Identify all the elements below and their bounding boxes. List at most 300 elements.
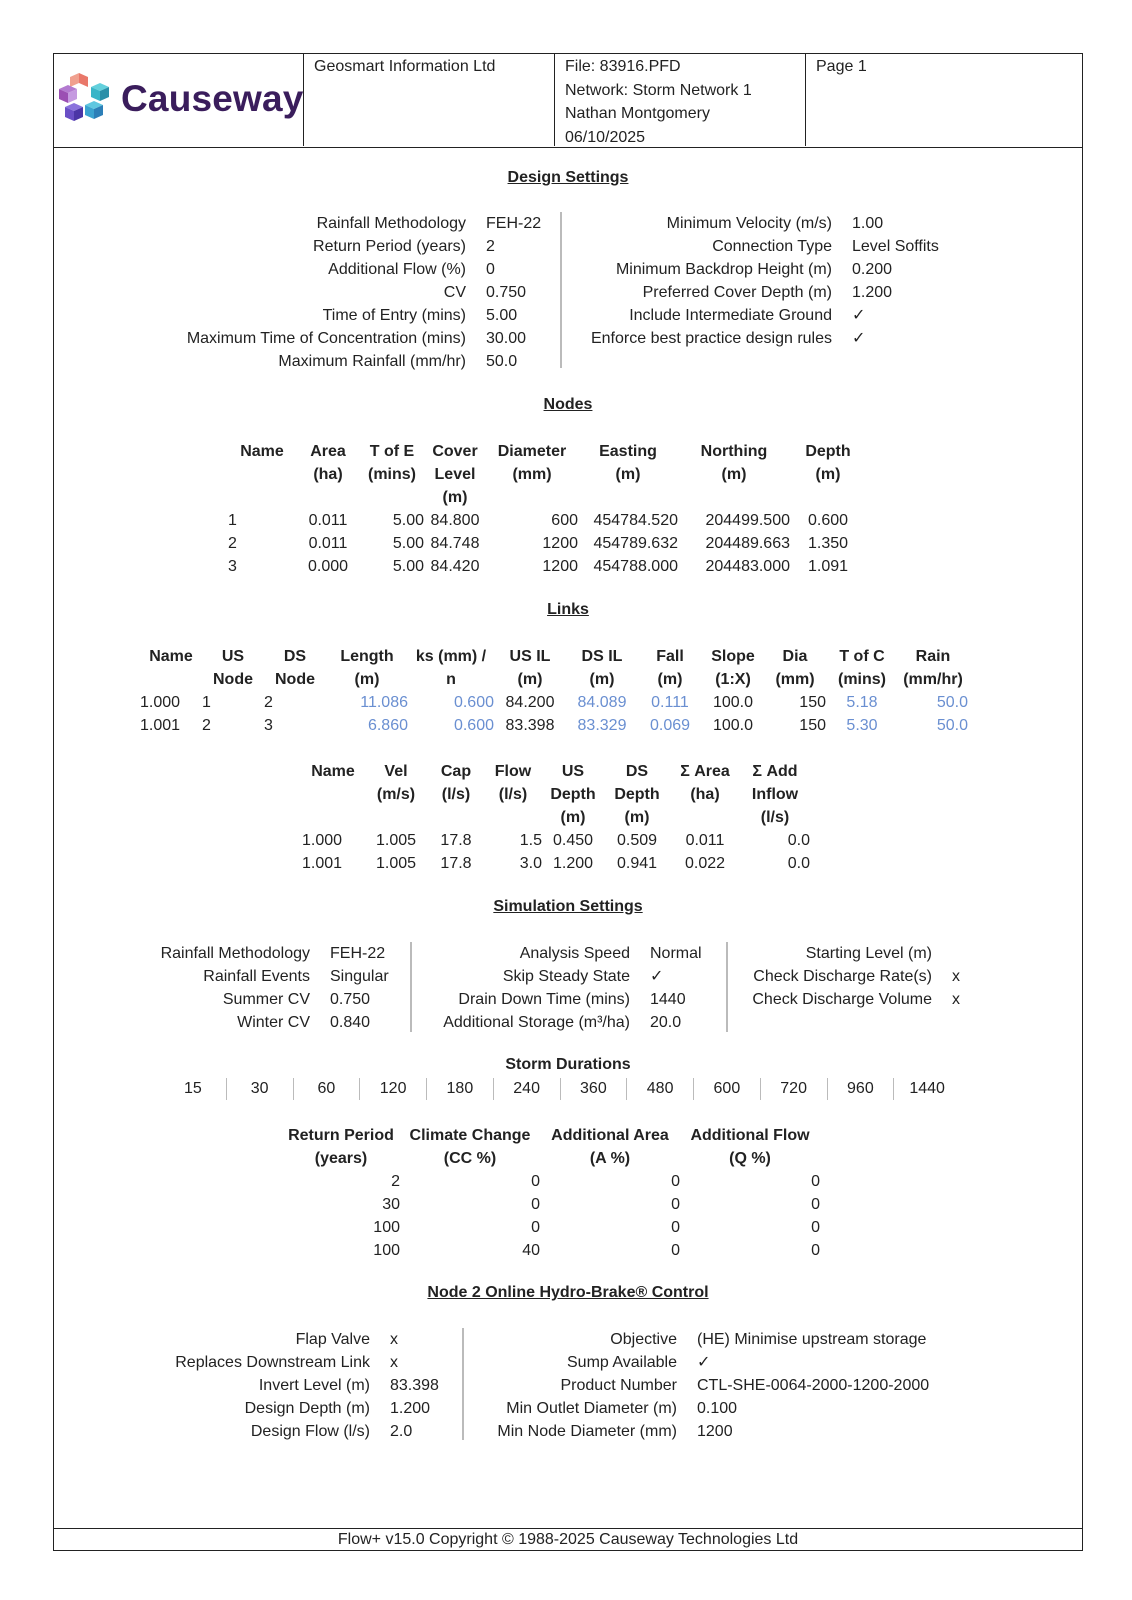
column-header bbox=[408, 645, 494, 691]
column-header-line: Rain bbox=[915, 648, 951, 665]
column-header-line: Name bbox=[311, 763, 355, 780]
table-cell: 0 bbox=[811, 1196, 820, 1213]
setting-value bbox=[952, 942, 972, 965]
column-header bbox=[428, 760, 484, 829]
links-results-header bbox=[302, 760, 810, 829]
setting-value: 30.00 bbox=[486, 330, 527, 347]
setting-row bbox=[160, 1420, 450, 1443]
table-cell: 3 bbox=[264, 717, 273, 734]
setting-row bbox=[100, 350, 546, 373]
table-cell: 17.8 bbox=[440, 855, 472, 872]
table-cell: 84.800 bbox=[430, 512, 480, 529]
column-header-line: Climate Change bbox=[409, 1127, 531, 1144]
setting-row bbox=[140, 1011, 400, 1034]
table-cell: 0.450 bbox=[552, 832, 594, 849]
column-header bbox=[604, 760, 670, 829]
setting-value: 20.0 bbox=[650, 1014, 682, 1031]
setting-value: x bbox=[390, 1331, 398, 1348]
setting-label: Analysis Speed bbox=[519, 945, 630, 962]
company-name: Geosmart Information Ltd bbox=[314, 58, 496, 75]
hydrobrake-title: Node 2 Online Hydro-Brake® Control bbox=[427, 1284, 709, 1301]
table-cell: 84.089 bbox=[577, 694, 627, 711]
setting-row bbox=[736, 988, 972, 1011]
node-row bbox=[228, 555, 866, 578]
column-header-line: Cap bbox=[440, 763, 472, 780]
table-cell: 30 bbox=[382, 1196, 400, 1213]
setting-row bbox=[474, 1397, 947, 1420]
column-header bbox=[578, 440, 678, 509]
setting-label: Drain Down Time (mins) bbox=[458, 991, 630, 1008]
node-row bbox=[228, 532, 866, 555]
setting-label: Check Discharge Volume bbox=[752, 991, 932, 1008]
column-header-line: T of C bbox=[839, 648, 885, 665]
column-header bbox=[360, 440, 424, 509]
column-header-line: (m) bbox=[589, 671, 615, 688]
setting-label: Objective bbox=[610, 1331, 677, 1348]
column-header bbox=[702, 645, 764, 691]
link-result-row bbox=[302, 852, 810, 875]
setting-value: ✓ bbox=[697, 1354, 711, 1371]
nodes-header-row bbox=[228, 440, 866, 509]
table-cell: 84.420 bbox=[430, 558, 480, 575]
table-cell: 204499.500 bbox=[705, 512, 790, 529]
setting-label: Min Node Diameter (mm) bbox=[497, 1423, 677, 1440]
column-header bbox=[364, 760, 428, 829]
column-header-line: DS bbox=[283, 648, 307, 665]
column-header-line: (A %) bbox=[589, 1150, 631, 1167]
setting-row bbox=[140, 965, 400, 988]
column-header bbox=[540, 1124, 680, 1170]
column-header bbox=[202, 645, 264, 691]
setting-label: Include Intermediate Ground bbox=[629, 307, 832, 324]
column-header bbox=[826, 645, 898, 691]
storm-duration: 240 bbox=[493, 1078, 560, 1100]
column-header-line: (ha) bbox=[313, 466, 343, 483]
table-cell: 2 bbox=[264, 694, 273, 711]
column-header-line: Return Period bbox=[288, 1127, 394, 1144]
setting-row bbox=[160, 1351, 450, 1374]
divider bbox=[410, 942, 412, 1032]
setting-label: Starting Level (m) bbox=[805, 945, 932, 962]
column-header-line: Node bbox=[213, 671, 253, 688]
column-header bbox=[678, 440, 790, 509]
setting-row bbox=[540, 281, 942, 304]
setting-label: Minimum Backdrop Height (m) bbox=[615, 261, 832, 278]
column-header bbox=[228, 440, 296, 509]
table-cell: 100 bbox=[373, 1219, 400, 1236]
links-table bbox=[140, 645, 968, 737]
table-cell: 1 bbox=[202, 694, 211, 711]
table-cell: 100.0 bbox=[712, 717, 754, 734]
table-cell: 1.001 bbox=[302, 855, 343, 872]
column-header bbox=[638, 645, 702, 691]
storm-duration: 720 bbox=[760, 1078, 827, 1100]
column-header bbox=[296, 440, 360, 509]
table-cell: 6.860 bbox=[367, 717, 408, 734]
setting-label: Design Flow (l/s) bbox=[250, 1423, 370, 1440]
setting-row bbox=[540, 258, 942, 281]
setting-value: 83.398 bbox=[390, 1377, 439, 1394]
table-cell: 11.086 bbox=[360, 694, 408, 711]
table-cell: 454784.520 bbox=[593, 512, 678, 529]
network-name: Network: Storm Network 1 bbox=[565, 81, 752, 99]
table-cell: 204489.663 bbox=[705, 535, 790, 552]
table-cell: 50.0 bbox=[936, 717, 968, 734]
table-cell: 0.941 bbox=[616, 855, 658, 872]
table-cell: 0 bbox=[671, 1196, 680, 1213]
column-header-line: Length bbox=[340, 648, 394, 665]
table-cell: 1.001 bbox=[140, 717, 181, 734]
column-header-line: Σ Area bbox=[680, 763, 730, 780]
column-header-line: DS bbox=[625, 763, 649, 780]
setting-row bbox=[160, 1328, 450, 1351]
setting-value: 50.0 bbox=[486, 353, 518, 370]
column-header bbox=[542, 760, 604, 829]
table-cell: 2 bbox=[228, 535, 237, 552]
column-header-line: (1:X) bbox=[715, 671, 751, 688]
column-header-line: Dia bbox=[782, 648, 808, 665]
table-cell: 17.8 bbox=[440, 832, 472, 849]
table-cell: 0 bbox=[531, 1173, 540, 1190]
table-cell: 0 bbox=[811, 1173, 820, 1190]
column-header-line: (m/s) bbox=[376, 786, 416, 803]
column-header bbox=[670, 760, 740, 829]
setting-value: ✓ bbox=[650, 968, 664, 985]
setting-row bbox=[100, 235, 546, 258]
setting-label: Design Depth (m) bbox=[244, 1400, 370, 1417]
column-header-line: Fall bbox=[656, 648, 684, 665]
table-cell: 0.509 bbox=[616, 832, 658, 849]
setting-row bbox=[160, 1397, 450, 1420]
table-cell: 204483.000 bbox=[705, 558, 790, 575]
table-cell: 0 bbox=[671, 1219, 680, 1236]
setting-value: 2 bbox=[486, 238, 495, 255]
column-header-line: Node bbox=[275, 671, 315, 688]
column-header bbox=[282, 1124, 400, 1170]
setting-row bbox=[474, 1374, 947, 1397]
report-header bbox=[53, 53, 1083, 148]
link-result-row bbox=[302, 829, 810, 852]
column-header-line: (mm) bbox=[775, 671, 815, 688]
column-header bbox=[484, 760, 542, 829]
table-cell: 0.069 bbox=[649, 717, 691, 734]
setting-label: Flap Valve bbox=[295, 1331, 370, 1348]
nodes-title: Nodes bbox=[543, 396, 593, 413]
column-header-line: Depth bbox=[614, 786, 660, 803]
report-date: 06/10/2025 bbox=[565, 128, 646, 146]
column-header bbox=[400, 1124, 540, 1170]
setting-row bbox=[736, 942, 972, 965]
table-cell: 0 bbox=[811, 1242, 820, 1259]
setting-label: Maximum Rainfall (mm/hr) bbox=[278, 353, 466, 370]
column-header bbox=[264, 645, 326, 691]
storm-duration: 600 bbox=[693, 1078, 760, 1100]
setting-label: Winter CV bbox=[237, 1014, 310, 1031]
setting-value: 5.00 bbox=[486, 307, 518, 324]
setting-value: 0 bbox=[486, 261, 495, 278]
setting-row bbox=[100, 304, 546, 327]
causeway-logo bbox=[57, 71, 304, 127]
simulation-settings-title: Simulation Settings bbox=[493, 898, 643, 915]
setting-label: Preferred Cover Depth (m) bbox=[642, 284, 832, 301]
setting-row bbox=[160, 1374, 450, 1397]
table-cell: 454789.632 bbox=[593, 535, 678, 552]
column-header bbox=[326, 645, 408, 691]
setting-value: 2.0 bbox=[390, 1423, 413, 1440]
setting-row bbox=[100, 212, 546, 235]
simulation-col3 bbox=[736, 942, 972, 1011]
setting-row bbox=[100, 281, 546, 304]
column-header-line: (years) bbox=[314, 1150, 368, 1167]
column-header bbox=[764, 645, 826, 691]
storm-duration: 120 bbox=[359, 1078, 426, 1100]
setting-label: Time of Entry (mins) bbox=[322, 307, 466, 324]
table-cell: 0.022 bbox=[684, 855, 726, 872]
setting-row bbox=[736, 965, 972, 988]
table-cell: 0.600 bbox=[807, 512, 849, 529]
setting-value: Level Soffits bbox=[852, 238, 939, 255]
hydrobrake-right bbox=[474, 1328, 947, 1443]
column-header-line: US bbox=[221, 648, 245, 665]
setting-row bbox=[140, 988, 400, 1011]
table-cell: 0.600 bbox=[453, 717, 494, 734]
table-cell: 0 bbox=[531, 1196, 540, 1213]
company-cell bbox=[303, 53, 554, 146]
return-period-rows bbox=[282, 1170, 820, 1262]
column-header-line: ks (mm) / bbox=[415, 648, 487, 665]
column-header-line: Flow bbox=[494, 763, 532, 780]
table-cell: 5.00 bbox=[392, 535, 424, 552]
column-header-line: (l/s) bbox=[760, 809, 790, 826]
table-cell: 150 bbox=[799, 694, 826, 711]
column-header-line: (m) bbox=[721, 466, 747, 483]
table-cell: 0 bbox=[671, 1242, 680, 1259]
storm-duration: 360 bbox=[560, 1078, 627, 1100]
setting-value: 0.100 bbox=[697, 1400, 738, 1417]
column-header-line: (m) bbox=[354, 671, 380, 688]
table-cell: 0 bbox=[671, 1173, 680, 1190]
column-header-line: (mins) bbox=[368, 466, 416, 483]
node-row bbox=[228, 509, 866, 532]
setting-value: (HE) Minimise upstream storage bbox=[697, 1331, 927, 1348]
storm-durations-title: Storm Durations bbox=[505, 1056, 631, 1073]
column-header bbox=[680, 1124, 820, 1170]
setting-value: Normal bbox=[650, 945, 702, 962]
setting-value: 1.200 bbox=[390, 1400, 431, 1417]
design-settings-left bbox=[100, 212, 546, 373]
design-settings-title: Design Settings bbox=[507, 169, 629, 186]
return-period-row bbox=[282, 1239, 820, 1262]
table-cell: 100 bbox=[373, 1242, 400, 1259]
column-header bbox=[740, 760, 810, 829]
column-header-line: Additional Flow bbox=[690, 1127, 810, 1144]
storm-duration: 30 bbox=[226, 1078, 293, 1100]
setting-row bbox=[140, 942, 400, 965]
storm-duration: 60 bbox=[293, 1078, 360, 1100]
setting-row bbox=[474, 1420, 947, 1443]
setting-row bbox=[474, 1351, 947, 1374]
table-cell: 1.005 bbox=[375, 855, 417, 872]
links-title: Links bbox=[547, 601, 589, 618]
storm-durations-row bbox=[160, 1078, 960, 1100]
table-cell: 5.18 bbox=[846, 694, 878, 711]
table-cell: 1200 bbox=[542, 535, 578, 552]
setting-label: Maximum Time of Concentration (mins) bbox=[186, 330, 466, 347]
return-period-row bbox=[282, 1170, 820, 1193]
table-cell: 5.30 bbox=[846, 717, 878, 734]
table-cell: 3 bbox=[228, 558, 237, 575]
table-cell: 1.000 bbox=[140, 694, 181, 711]
column-header-line: (m) bbox=[624, 809, 650, 826]
column-header-line: (CC %) bbox=[443, 1150, 497, 1167]
link-rows bbox=[140, 691, 968, 737]
column-header-line: Additional Area bbox=[551, 1127, 669, 1144]
setting-value: CTL-SHE-0064-2000-1200-2000 bbox=[697, 1377, 930, 1394]
setting-row bbox=[420, 942, 710, 965]
table-cell: 1200 bbox=[542, 558, 578, 575]
column-header-line: (m) bbox=[815, 466, 841, 483]
setting-value: ✓ bbox=[852, 330, 866, 347]
return-period-header-row bbox=[282, 1124, 820, 1170]
column-header bbox=[566, 645, 638, 691]
column-header-line: (m) bbox=[517, 671, 543, 688]
table-cell: 84.200 bbox=[505, 694, 555, 711]
file-name: File: 83916.PFD bbox=[565, 58, 681, 75]
setting-value: x bbox=[952, 991, 960, 1008]
setting-value: x bbox=[952, 968, 960, 985]
return-period-row bbox=[282, 1193, 820, 1216]
table-cell: 600 bbox=[551, 512, 578, 529]
table-cell: 0.000 bbox=[307, 558, 349, 575]
table-cell: 0.011 bbox=[685, 832, 725, 849]
setting-label: CV bbox=[443, 284, 466, 301]
column-header bbox=[424, 440, 486, 509]
column-header bbox=[486, 440, 578, 509]
table-cell: 1.5 bbox=[519, 832, 542, 849]
causeway-logo-icon bbox=[57, 71, 115, 127]
table-cell: 83.329 bbox=[577, 717, 627, 734]
column-header-line: Cover bbox=[432, 443, 478, 460]
setting-label: Replaces Downstream Link bbox=[175, 1354, 370, 1371]
setting-label: Sump Available bbox=[567, 1354, 677, 1371]
setting-label: Check Discharge Rate(s) bbox=[753, 968, 932, 985]
table-cell: 5.00 bbox=[392, 512, 424, 529]
column-header bbox=[898, 645, 968, 691]
brand-name: Causeway bbox=[121, 78, 304, 119]
setting-label: Product Number bbox=[560, 1377, 677, 1394]
column-header-line: T of E bbox=[369, 443, 415, 460]
column-header-line: Name bbox=[240, 443, 284, 460]
table-cell: 0.0 bbox=[787, 855, 810, 872]
table-cell: 0 bbox=[811, 1219, 820, 1236]
setting-row bbox=[474, 1328, 947, 1351]
column-header-line: Depth bbox=[550, 786, 596, 803]
table-cell: 2 bbox=[202, 717, 211, 734]
setting-label: Additional Storage (m³/ha) bbox=[443, 1014, 630, 1031]
setting-value: 1200 bbox=[697, 1423, 733, 1440]
simulation-col2 bbox=[420, 942, 710, 1034]
setting-row bbox=[100, 327, 546, 350]
column-header-line: n bbox=[446, 671, 456, 688]
setting-value: ✓ bbox=[852, 307, 866, 324]
setting-value: 0.840 bbox=[330, 1014, 371, 1031]
links-header-row bbox=[140, 645, 968, 691]
column-header-line: (m) bbox=[657, 671, 683, 688]
column-header-line: (mm/hr) bbox=[903, 671, 963, 688]
table-cell: 0.0 bbox=[787, 832, 810, 849]
column-header-line: Name bbox=[149, 648, 193, 665]
setting-row bbox=[540, 212, 942, 235]
storm-duration: 15 bbox=[183, 1080, 202, 1097]
divider bbox=[726, 942, 728, 1032]
column-header-line: Easting bbox=[599, 443, 657, 460]
setting-label: Skip Steady State bbox=[502, 968, 630, 985]
column-header-line: (m) bbox=[442, 489, 468, 506]
hydrobrake-left bbox=[160, 1328, 450, 1443]
table-cell: 0.011 bbox=[308, 512, 348, 529]
column-header-line: Area bbox=[310, 443, 346, 460]
table-cell: 1.000 bbox=[302, 832, 343, 849]
divider bbox=[462, 1328, 464, 1440]
setting-value: 1.200 bbox=[852, 284, 893, 301]
table-cell: 3.0 bbox=[519, 855, 542, 872]
setting-row bbox=[420, 965, 710, 988]
table-cell: 84.748 bbox=[430, 535, 480, 552]
column-header-line: Level bbox=[434, 466, 476, 483]
table-cell: 40 bbox=[522, 1242, 540, 1259]
setting-value: Singular bbox=[330, 968, 389, 985]
setting-label: Additional Flow (%) bbox=[328, 261, 466, 278]
return-period-header bbox=[282, 1124, 820, 1170]
setting-label: Rainfall Methodology bbox=[160, 945, 310, 962]
setting-value: FEH-22 bbox=[330, 945, 386, 962]
column-header-line: US bbox=[561, 763, 585, 780]
setting-label: Connection Type bbox=[712, 238, 832, 255]
setting-label: Return Period (years) bbox=[313, 238, 466, 255]
setting-row bbox=[540, 235, 942, 258]
column-header-line: (l/s) bbox=[441, 786, 471, 803]
setting-label: Enforce best practice design rules bbox=[590, 330, 832, 347]
table-cell: 1.350 bbox=[807, 535, 849, 552]
file-info-cell bbox=[554, 53, 805, 146]
table-cell: 1 bbox=[228, 512, 237, 529]
column-header-line: (mm) bbox=[512, 466, 552, 483]
page-cell bbox=[805, 53, 1081, 146]
report-footer: Flow+ v15.0 Copyright © 1988-2025 Causeway Technologies Ltd bbox=[53, 1528, 1083, 1551]
setting-value: 0.750 bbox=[486, 284, 527, 301]
table-cell: 100.0 bbox=[712, 694, 754, 711]
column-header-line: (ha) bbox=[690, 786, 720, 803]
link-result-rows bbox=[302, 829, 810, 875]
storm-duration: 1440 bbox=[893, 1078, 960, 1100]
table-cell: 0.111 bbox=[651, 694, 689, 711]
column-header-line: (m) bbox=[560, 809, 586, 826]
column-header-line: Diameter bbox=[497, 443, 567, 460]
node-rows bbox=[228, 509, 866, 578]
link-row bbox=[140, 691, 968, 714]
table-cell: 150 bbox=[799, 717, 826, 734]
design-settings-right bbox=[540, 212, 942, 350]
table-cell: 0.011 bbox=[308, 535, 348, 552]
column-header bbox=[302, 760, 364, 829]
table-cell: 5.00 bbox=[392, 558, 424, 575]
setting-row bbox=[420, 1011, 710, 1034]
return-period-row bbox=[282, 1216, 820, 1239]
links-results-header-row bbox=[302, 760, 810, 829]
setting-label: Rainfall Methodology bbox=[316, 215, 466, 232]
table-cell: 2 bbox=[391, 1173, 400, 1190]
column-header-line: (Q %) bbox=[729, 1150, 771, 1167]
